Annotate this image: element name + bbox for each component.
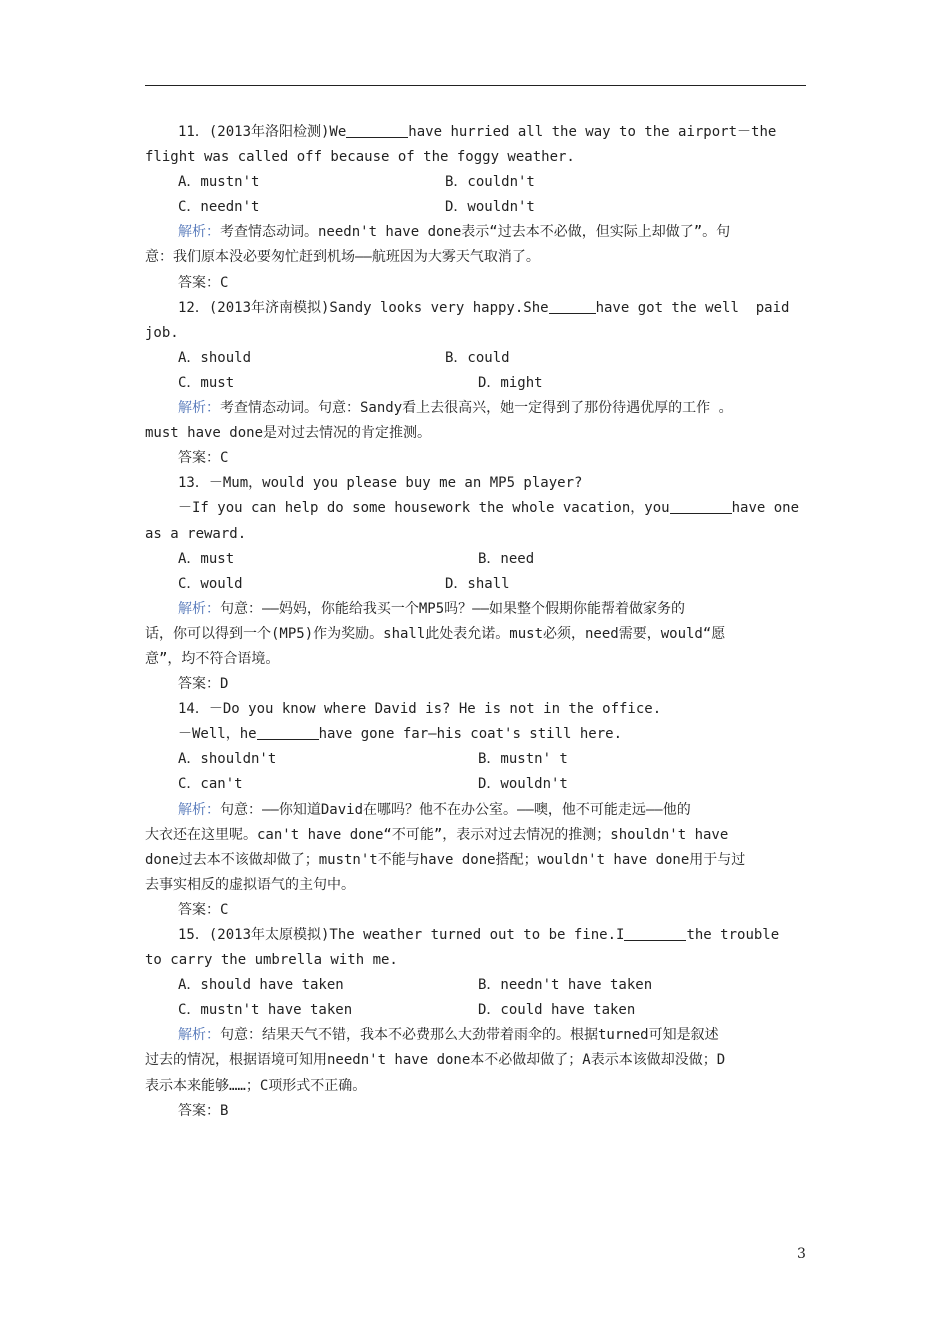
analysis-label: 解析： [178,600,220,617]
question-stem-continued: job. [145,324,179,341]
answer: 答案：C [178,274,229,291]
options-row [145,547,806,572]
answer-blank [549,299,596,314]
option-d: D．shall [445,575,510,592]
question-15 [145,923,806,1124]
option-c: C．can't [178,776,243,793]
question-14 [145,697,806,923]
question-stem: 14．－Do you know where David is? He is not in the office. [178,701,662,718]
option-c: C．mustn't have taken [178,1002,353,1019]
option-b: B．mustn' t [478,751,568,768]
answer-blank [346,123,408,138]
header-rule [145,85,806,86]
option-d: D．might [478,374,543,391]
document-body [145,120,806,1124]
analysis-continued: 过去的情况，根据语境可知用needn't have done本不必做却做了；A表示本该做却没做；D [145,1052,726,1069]
option-d: D．wouldn't [445,199,535,216]
analysis-label: 解析： [178,1027,220,1044]
answer-blank [624,926,686,941]
analysis-continued: 表示本来能够……；C项形式不正确。 [145,1077,367,1094]
options-row [145,346,806,371]
options-row [145,772,806,797]
question-stem: 15．(2013年太原模拟)The weather turned out to be fine.I the trouble [178,927,780,943]
option-a: A．should have taken [178,977,344,994]
options-row [145,371,806,396]
answer: 答案：B [178,1102,229,1119]
options-row [145,998,806,1023]
page-number: 3 [797,1246,806,1262]
analysis-continued: 意：我们原本没必要匆忙赶到机场——航班因为大雾天气取消了。 [145,249,540,266]
option-b: B．needn't have taken [478,977,653,994]
question-stem-continued: as a reward. [145,525,247,542]
answer-blank [670,499,732,514]
option-c: C．must [178,374,235,391]
options-row [145,170,806,195]
analysis: 解析：句意：——你知道David在哪吗？他不在办公室。——噢，他不可能走远——他的 [178,801,691,818]
question-stem-reply: －Well，he have gone far—his coat's still here. [178,726,623,743]
option-b: B．could [445,349,510,366]
analysis-continued: 去事实相反的虚拟语气的主句中。 [145,876,355,893]
answer: 答案：D [178,676,229,693]
option-a: A．shouldn't [178,751,277,768]
option-c: C．needn't [178,199,260,216]
analysis: 解析：句意：——妈妈，你能给我买一个MP5吗？——如果整个假期你能帮着做家务的 [178,600,685,617]
answer-blank [257,725,319,740]
analysis: 解析：考查情态动词。needn't have done表示“过去本不必做，但实际上却做了”。句 [178,224,731,241]
analysis-continued: 话，你可以得到一个(MP5)作为奖励。shall此处表允诺。must必须，need需要，would“愿 [145,625,726,642]
analysis-continued: must have done是对过去情况的肯定推测。 [145,425,432,442]
question-13 [145,471,806,697]
analysis-label: 解析： [178,400,220,417]
option-b: B．couldn't [445,174,535,191]
analysis-continued: done过去本不该做却做了；mustn't不能与have done搭配；wouldn't have done用于与过 [145,851,746,868]
option-a: A．should [178,349,252,366]
options-row [145,572,806,597]
option-d: D．could have taken [478,1002,636,1019]
option-a: A．mustn't [178,174,260,191]
options-row [145,747,806,772]
option-a: A．must [178,550,235,567]
question-stem: 13．－Mum，would you please buy me an MP5 player? [178,475,583,492]
analysis: 解析：句意：结果天气不错，我本不必费那么大劲带着雨伞的。根据turned可知是叙述 [178,1027,719,1044]
question-stem-continued: flight was called off because of the foggy weather. [145,149,575,166]
answer: 答案：C [178,450,229,467]
analysis-label: 解析： [178,224,220,241]
answer: 答案：C [178,901,229,918]
option-c: C．would [178,575,243,592]
question-stem: 12．(2013年济南模拟)Sandy looks very happy.She have got the well paid [178,299,790,316]
analysis-continued: 大衣还在这里呢。can't have done“不可能”，表示对过去情况的推测；shouldn't have [145,826,729,843]
analysis-label: 解析： [178,801,220,818]
question-11 [145,120,806,296]
option-d: D．wouldn't [478,776,568,793]
options-row [145,973,806,998]
analysis-continued: 意”，均不符合语境。 [145,650,280,667]
question-stem-continued: to carry the umbrella with me. [145,952,398,969]
analysis: 解析：考查情态动词。句意：Sandy看上去很高兴，她一定得到了那份待遇优厚的工作 。 [178,400,733,417]
question-stem-reply: －If you can help do some housework the whole vacation，you have one [178,500,800,517]
question-stem: 11．(2013年洛阳检测)We have hurried all the way to the airport－the [178,124,777,140]
question-12 [145,296,806,472]
options-row [145,195,806,220]
option-b: B．need [478,550,535,567]
